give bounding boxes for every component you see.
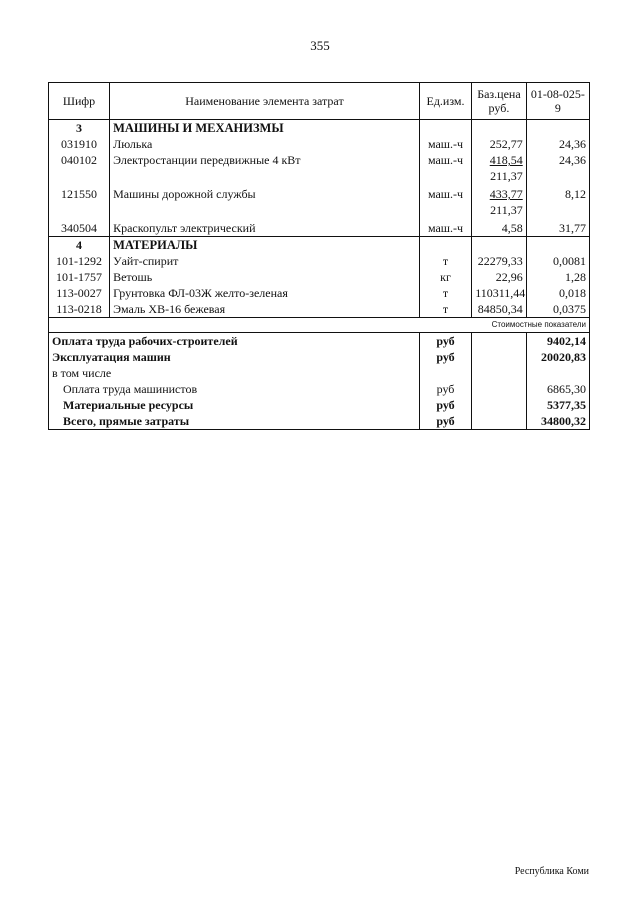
total-label: Эксплуатация машин — [49, 349, 420, 365]
row-unit: т — [419, 253, 471, 269]
row-price-main: 433,77 — [489, 187, 523, 201]
row-price — [472, 152, 527, 186]
row-name: Машины дорожной службы — [110, 186, 420, 220]
row-norm: 24,36 — [526, 136, 589, 152]
section-materials-header — [49, 237, 590, 254]
row-price: 22279,33 — [472, 253, 527, 269]
header-price — [472, 83, 527, 120]
total-label: Материальные ресурсы — [49, 397, 420, 413]
row-norm: 0,0375 — [526, 301, 589, 318]
table-header-row — [49, 83, 590, 120]
row-unit: маш.-ч — [419, 136, 471, 152]
total-value: 20020,83 — [526, 349, 589, 365]
row-code: 121550 — [49, 186, 110, 220]
total-unit: руб — [419, 349, 471, 365]
row-norm: 0,0081 — [526, 253, 589, 269]
page-number: 355 — [310, 38, 330, 53]
total-label: Оплата труда рабочих-строителей — [49, 333, 420, 350]
total-row — [49, 381, 590, 397]
row-name: Электростанции передвижные 4 кВт — [110, 152, 420, 186]
table-row — [49, 253, 590, 269]
total-unit: руб — [419, 413, 471, 430]
row-code: 113-0218 — [49, 301, 110, 318]
row-price: 252,77 — [472, 136, 527, 152]
section-title: МАШИНЫ И МЕХАНИЗМЫ — [110, 120, 420, 137]
total-label: Оплата труда машинистов — [49, 381, 420, 397]
section-number: 3 — [49, 120, 110, 137]
row-unit: т — [419, 301, 471, 318]
table-row — [49, 220, 590, 237]
section-machines-header — [49, 120, 590, 137]
table-row — [49, 152, 590, 186]
row-name: Краскопульт электрический — [110, 220, 420, 237]
row-code: 101-1292 — [49, 253, 110, 269]
row-price-main: 418,54 — [489, 153, 523, 167]
row-norm: 1,28 — [526, 269, 589, 285]
header-price-line1: Баз.цена — [477, 87, 521, 101]
row-norm: 8,12 — [526, 186, 589, 220]
total-row — [49, 365, 590, 381]
total-value — [526, 365, 589, 381]
cost-table — [48, 82, 590, 430]
row-norm: 0,018 — [526, 285, 589, 301]
header-price-line2: руб. — [488, 101, 510, 115]
total-label: в том числе — [49, 365, 420, 381]
row-price — [472, 186, 527, 220]
row-name: Ветошь — [110, 269, 420, 285]
total-row — [49, 333, 590, 350]
row-price: 110311,44 — [472, 285, 527, 301]
cost-caption-row — [49, 318, 590, 333]
row-name: Грунтовка ФЛ-03Ж желто-зеленая — [110, 285, 420, 301]
section-title: МАТЕРИАЛЫ — [110, 237, 420, 254]
table-row — [49, 269, 590, 285]
row-price: 84850,34 — [472, 301, 527, 318]
header-name: Наименование элемента затрат — [110, 83, 420, 120]
header-norm-line2: 9 — [554, 101, 561, 115]
section-number: 4 — [49, 237, 110, 254]
row-price: 4,58 — [472, 220, 527, 237]
row-unit: маш.-ч — [419, 152, 471, 186]
row-unit: маш.-ч — [419, 220, 471, 237]
row-code: 040102 — [49, 152, 110, 186]
row-price: 22,96 — [472, 269, 527, 285]
row-price-secondary: 211,37 — [490, 203, 523, 217]
row-norm: 24,36 — [526, 152, 589, 186]
row-code: 031910 — [49, 136, 110, 152]
cost-caption: Стоимостные показатели — [49, 318, 590, 333]
total-label: Всего, прямые затраты — [49, 413, 420, 430]
total-row — [49, 413, 590, 430]
total-unit: руб — [419, 333, 471, 350]
row-unit: кг — [419, 269, 471, 285]
row-code: 113-0027 — [49, 285, 110, 301]
header-code: Шифр — [49, 83, 110, 120]
header-unit: Ед.изм. — [419, 83, 471, 120]
total-unit: руб — [419, 381, 471, 397]
total-row — [49, 397, 590, 413]
row-code: 340504 — [49, 220, 110, 237]
table-row — [49, 301, 590, 318]
table-row — [49, 136, 590, 152]
header-norm-line1: 01-08-025- — [530, 87, 585, 101]
total-value: 9402,14 — [526, 333, 589, 350]
total-row — [49, 349, 590, 365]
table-row — [49, 186, 590, 220]
row-price-secondary: 211,37 — [490, 169, 523, 183]
total-value: 5377,35 — [526, 397, 589, 413]
table-row — [49, 285, 590, 301]
row-code: 101-1757 — [49, 269, 110, 285]
row-unit: т — [419, 285, 471, 301]
row-name: Люлька — [110, 136, 420, 152]
total-value: 6865,30 — [526, 381, 589, 397]
total-unit: руб — [419, 397, 471, 413]
row-name: Эмаль ХВ-16 бежевая — [110, 301, 420, 318]
row-unit: маш.-ч — [419, 186, 471, 220]
header-norm — [526, 83, 589, 120]
total-value: 34800,32 — [526, 413, 589, 430]
footer-region-label: Республика Коми — [514, 866, 589, 877]
row-name: Уайт-спирит — [110, 253, 420, 269]
total-unit — [419, 365, 471, 381]
row-norm: 31,77 — [526, 220, 589, 237]
